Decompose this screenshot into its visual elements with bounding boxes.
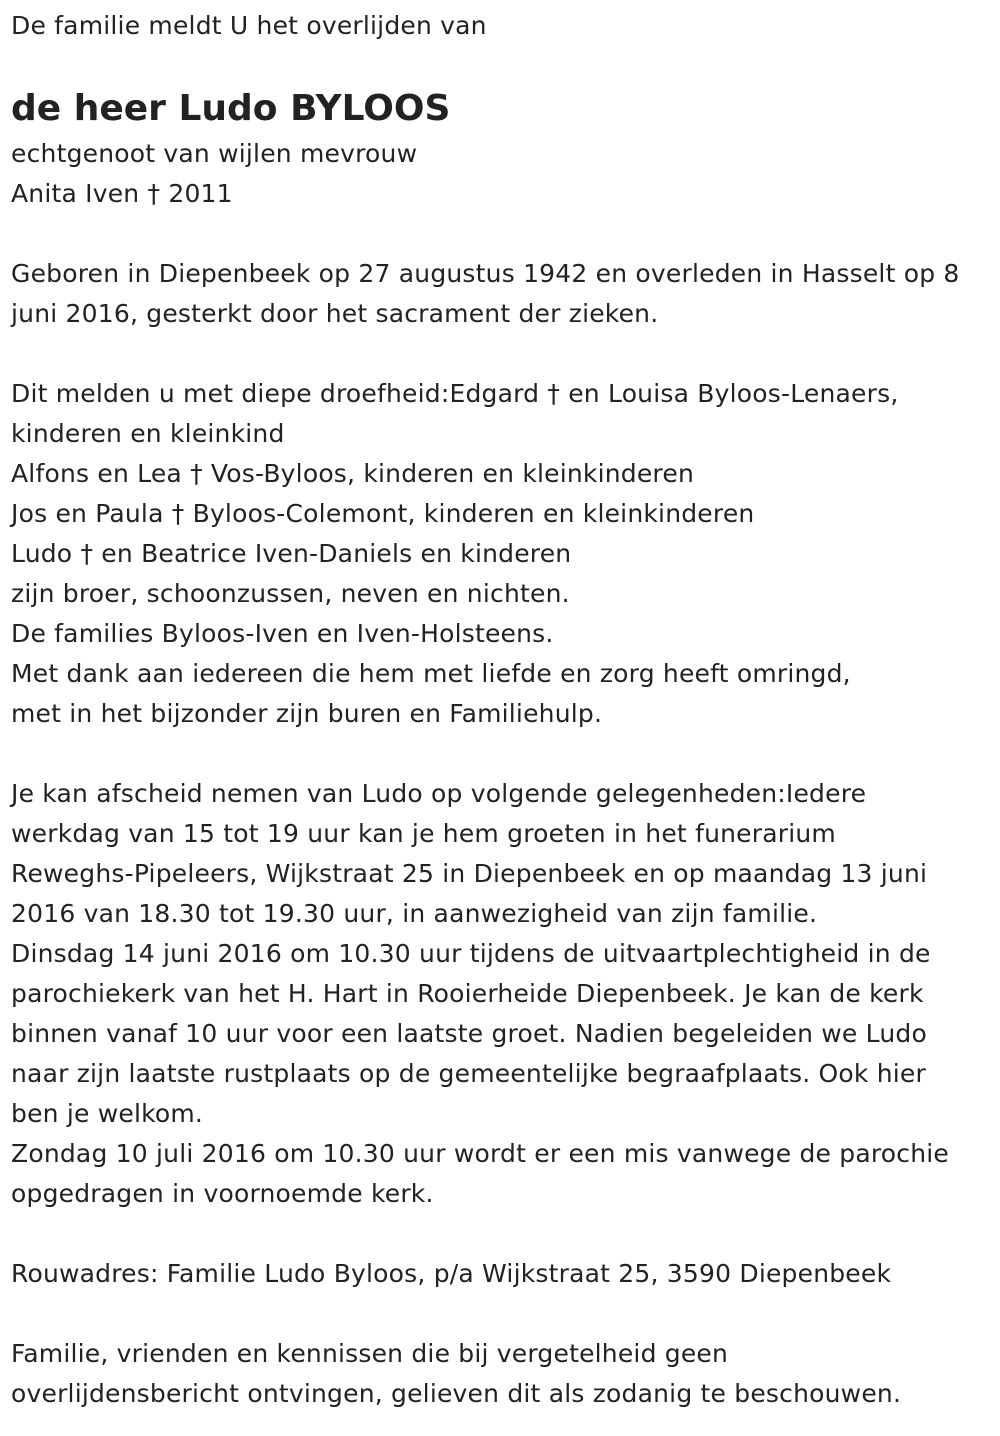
intro-text: De familie meldt U het overlijden van [11, 11, 487, 40]
family-line: Jos en Paula † Byloos-Colemont, kinderen en kleinkinderen [11, 499, 755, 528]
family-line: zijn broer, schoonzussen, neven en nichten. [11, 579, 570, 608]
birth-line: juni 2016, gesterkt door het sacrament der zieken. [11, 299, 659, 328]
farewell-line: Dinsdag 14 juni 2016 om 10.30 uur tijdens de uitvaartplechtigheid in de [11, 939, 931, 968]
farewell-line: 2016 van 18.30 tot 19.30 uur, in aanwezigheid van zijn familie. [11, 899, 818, 928]
closing-section [11, 1334, 1000, 1414]
farewell-line: naar zijn laatste rustplaats op de gemeentelijke begraafplaats. Ook hier [11, 1059, 926, 1088]
birth-section [11, 254, 1000, 334]
farewell-line: parochiekerk van het H. Hart in Rooierheide Diepenbeek. Je kan de kerk [11, 979, 924, 1008]
family-line: Ludo † en Beatrice Iven-Daniels en kinderen [11, 539, 572, 568]
family-line: Dit melden u met diepe droefheid:Edgard † en Louisa Byloos-Lenaers, [11, 379, 899, 408]
family-line: Alfons en Lea † Vos-Byloos, kinderen en kleinkinderen [11, 459, 694, 488]
farewell-line: binnen vanaf 10 uur voor een laatste groet. Nadien begeleiden we Ludo [11, 1019, 927, 1048]
spacer [11, 1214, 1000, 1254]
birth-line: Geboren in Diepenbeek op 27 augustus 1942 en overleden in Hasselt op 8 [11, 259, 960, 288]
farewell-line: Zondag 10 juli 2016 om 10.30 uur wordt er een mis vanwege de parochie [11, 1139, 949, 1168]
closing-line: Familie, vrienden en kennissen die bij vergetelheid geen [11, 1339, 729, 1368]
spacer [11, 334, 1000, 374]
deceased-name-heading: de heer Ludo BYLOOS [11, 88, 451, 129]
farewell-line: Reweghs-Pipeleers, Wijkstraat 25 in Diepenbeek en op maandag 13 juni [11, 859, 928, 888]
spouse-line: Anita Iven † 2011 [11, 179, 233, 208]
obituary-document [0, 6, 1000, 1436]
spouse-line: echtgenoot van wijlen mevrouw [11, 139, 418, 168]
spacer [11, 1294, 1000, 1334]
family-line: De families Byloos-Iven en Iven-Holsteens. [11, 619, 554, 648]
family-section [11, 374, 1000, 734]
family-line: kinderen en kleinkind [11, 419, 285, 448]
family-line: Met dank aan iedereen die hem met liefde en zorg heeft omringd, [11, 659, 851, 688]
spouse-section [11, 134, 1000, 214]
spacer [11, 734, 1000, 774]
mourning-address: Rouwadres: Familie Ludo Byloos, p/a Wijkstraat 25, 3590 Diepenbeek [11, 1259, 892, 1288]
farewell-line: werkdag van 15 tot 19 uur kan je hem groeten in het funerarium [11, 819, 836, 848]
family-line: met in het bijzonder zijn buren en Familiehulp. [11, 699, 603, 728]
farewell-section [11, 774, 1000, 1214]
farewell-line: opgedragen in voornoemde kerk. [11, 1179, 434, 1208]
farewell-line: Je kan afscheid nemen van Ludo op volgende gelegenheden:Iedere [11, 779, 867, 808]
farewell-line: ben je welkom. [11, 1099, 204, 1128]
spacer [11, 214, 1000, 254]
closing-line: overlijdensbericht ontvingen, gelieven dit als zodanig te beschouwen. [11, 1379, 902, 1408]
